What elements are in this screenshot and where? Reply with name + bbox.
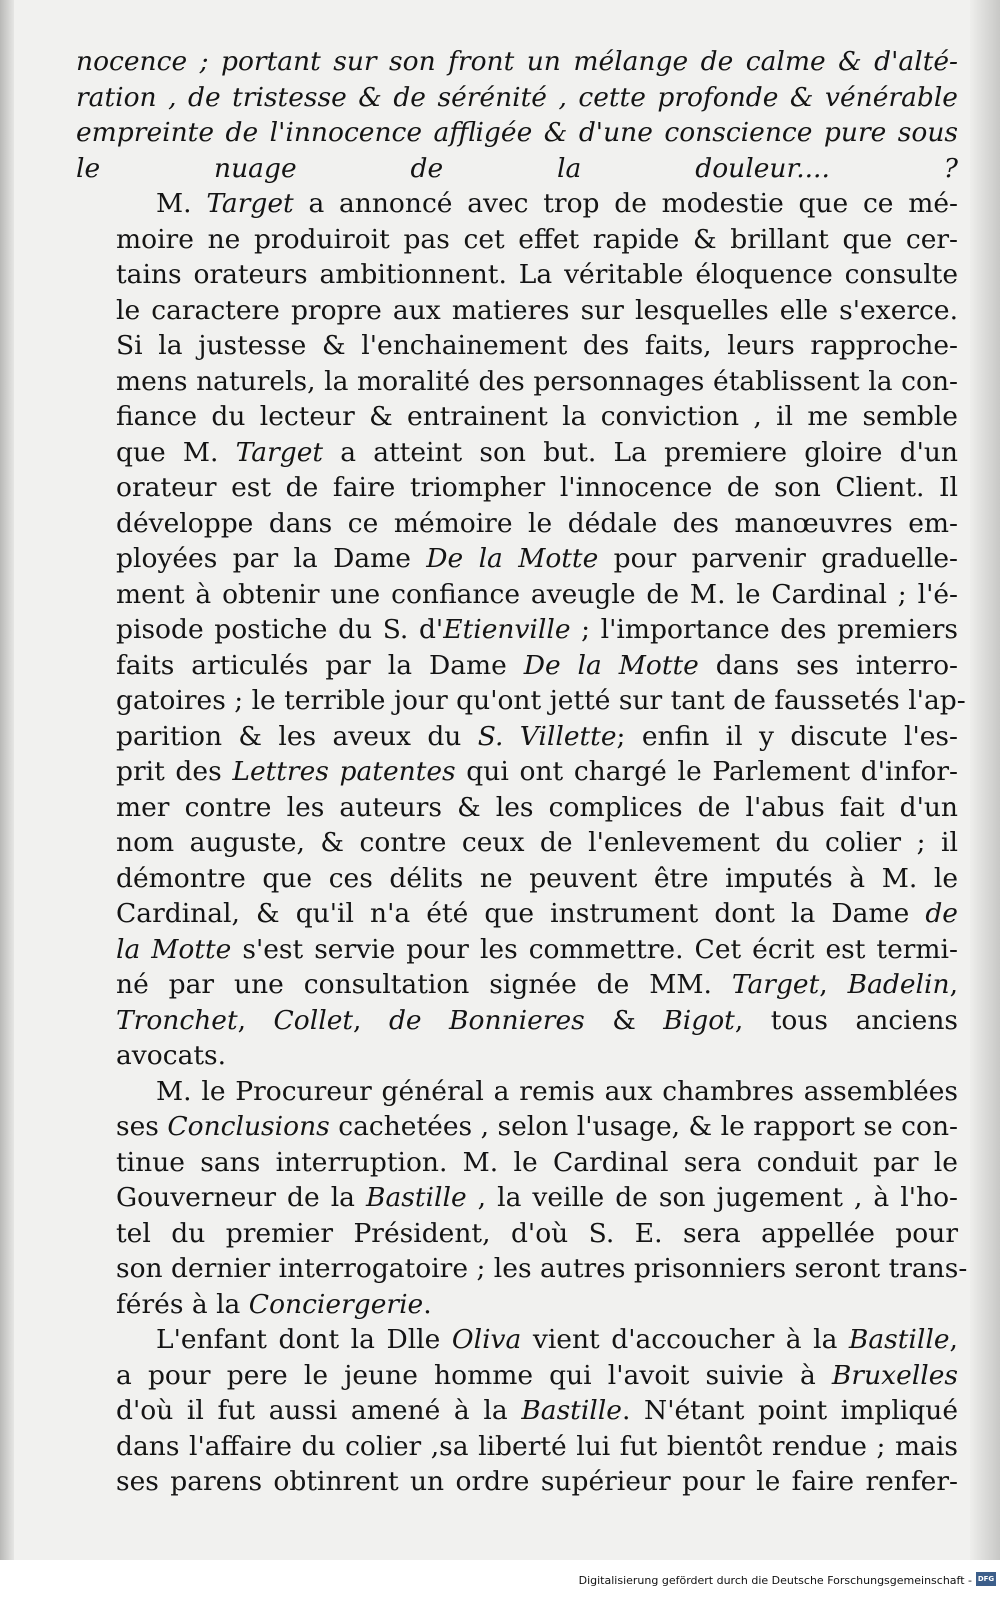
page-right-edge <box>970 0 1000 1560</box>
text-line <box>76 612 958 648</box>
text-line <box>76 470 958 506</box>
italic-run: Tronchet <box>116 1004 238 1036</box>
italic-run: De la Motte <box>523 649 699 681</box>
text-run: Gouverneur de la <box>116 1182 366 1213</box>
text-run: , la veille de son jugement , à l'ho- <box>466 1182 958 1213</box>
text-line <box>76 80 958 116</box>
italic-run: Bastille <box>366 1182 467 1213</box>
text-run: Cardinal, & qu'il n'a été que instrument dont la Dame <box>116 898 926 929</box>
text-run: prit des <box>116 756 233 787</box>
italic-run: S. Villette <box>477 720 617 752</box>
text-line <box>76 328 958 364</box>
text-run: tel du premier Président, d'où S. E. sera appellée pour <box>116 1217 958 1249</box>
text-line <box>76 648 958 684</box>
italic-run: De la Motte <box>426 543 599 574</box>
text-run: , <box>949 969 958 1000</box>
text-line <box>76 825 958 861</box>
text-run: ment à obtenir une confiance aveugle de M. le Cardinal ; l'é- <box>116 578 958 610</box>
text-run: M. le Procureur général a remis aux chambres assemblées <box>156 1075 958 1107</box>
text-run: mer contre les auteurs & les complices de l'abus fait d'un <box>116 791 958 823</box>
text-line <box>76 364 958 400</box>
paragraph <box>76 1074 968 1323</box>
text-run: né par une consultation signée de MM. <box>116 969 732 1000</box>
text-run: , <box>949 1324 958 1355</box>
text-line <box>76 1216 958 1252</box>
text-line <box>76 257 958 293</box>
text-run: pour parvenir graduelle- <box>598 543 959 574</box>
text-line <box>76 1287 958 1323</box>
text-run: , <box>237 1004 274 1036</box>
italic-run: Oliva <box>451 1324 522 1355</box>
italic-run: ration , de tristesse & de sérénité , cette profonde & vénérable <box>76 81 958 113</box>
text-run: ; l'importance des premiers <box>570 614 958 645</box>
italic-run: Conciergerie <box>248 1288 424 1320</box>
text-line <box>76 151 958 187</box>
paragraph <box>76 1322 958 1500</box>
text-run: mens naturels, la moralité des personnages établissent la con- <box>116 365 958 397</box>
text-line <box>76 1464 958 1500</box>
text-line <box>76 790 958 826</box>
text-run: ; enfin il y discute l'es- <box>616 720 958 752</box>
text-run: a atteint son but. La premiere gloire d'un <box>323 436 958 468</box>
italic-run: Target <box>206 188 294 219</box>
text-run: s'est servie pour les commettre. Cet écrit est termi- <box>231 933 958 965</box>
text-line <box>76 1358 958 1394</box>
text-line <box>76 1393 958 1429</box>
text-line <box>76 1429 958 1465</box>
text-run: ployées par la Dame <box>116 543 427 574</box>
italic-run: Bastille <box>521 1395 622 1426</box>
text-run: & <box>584 1004 664 1036</box>
text-line <box>76 115 958 151</box>
paragraph <box>76 186 966 1074</box>
text-run: développe dans ce mémoire le dédale des manœuvres em- <box>116 507 958 539</box>
text-run: dans l'affaire du colier ,sa liberté lui fut bientôt rendue ; mais <box>116 1430 958 1462</box>
text-line <box>76 186 958 222</box>
italic-run: Conclusions <box>167 1111 330 1142</box>
body-text <box>76 44 968 1500</box>
italic-run: empreinte de l'innocence affligée & d'une conscience pure sous <box>76 117 958 148</box>
text-line <box>76 541 958 577</box>
italic-run: Bigot <box>663 1004 735 1036</box>
text-run: , <box>353 1004 389 1036</box>
footer <box>0 1560 1000 1603</box>
text-line <box>76 861 958 897</box>
text-run: Si la justesse & l'enchainement des faits, leurs rapproche- <box>116 330 958 361</box>
text-line <box>76 293 958 329</box>
page-left-edge <box>0 0 14 1560</box>
text-run: pisode postiche du S. d' <box>116 614 444 645</box>
italic-run: le nuage de la douleur.... ? <box>76 152 958 184</box>
italic-run: Collet <box>273 1004 354 1036</box>
text-line <box>76 719 958 755</box>
text-line <box>76 399 958 435</box>
paragraph <box>76 44 958 186</box>
text-run: fiance du lecteur & entrainent la conviction , il me semble <box>116 401 958 432</box>
text-run: a annoncé avec trop de modestie que ce mé- <box>293 188 959 219</box>
text-run: parition & les aveux du <box>116 720 478 752</box>
text-run: ses parens obtinrent un ordre supérieur pour le faire renfer- <box>116 1466 958 1497</box>
italic-run: la Motte <box>116 933 232 965</box>
text-run: moire ne produiroit pas cet effet rapide & brillant que cer- <box>116 223 958 255</box>
text-line <box>76 896 958 932</box>
text-run: cachetées , selon l'usage, & le rapport se con- <box>329 1111 958 1142</box>
funding-note: Digitalisierung gefördert durch die Deutsche Forschungsgemeinschaft - <box>578 1574 972 1587</box>
text-run: tinue sans interruption. M. le Cardinal sera conduit par le <box>116 1146 958 1178</box>
text-run: avocats. <box>116 1040 227 1071</box>
text-line <box>76 1322 958 1358</box>
text-run: M. <box>156 188 207 219</box>
text-line <box>76 222 958 258</box>
text-line <box>76 1251 968 1287</box>
text-run: faits articulés par la Dame <box>116 649 524 681</box>
text-line <box>76 932 958 968</box>
text-run: démontre que ces délits ne peuvent être imputés à M. le <box>116 862 958 894</box>
text-run: L'enfant dont la Dlle <box>156 1324 452 1355</box>
text-run: . N'étant point impliqué <box>621 1395 959 1426</box>
text-line <box>76 1038 958 1074</box>
italic-run: nocence ; portant sur son front un mélange de calme & d'alté- <box>76 46 958 77</box>
text-run: tains orateurs ambitionnent. La véritable éloquence consulte <box>116 259 958 290</box>
text-line <box>76 1109 958 1145</box>
text-run: ses <box>116 1111 168 1142</box>
text-line <box>76 577 958 613</box>
text-run: dans ses interro- <box>698 649 958 681</box>
italic-run: Bastille <box>848 1324 950 1355</box>
text-run: orateur est de faire triompher l'innocence de son Client. Il <box>116 472 958 503</box>
text-line <box>76 44 958 80</box>
text-run: nom auguste, & contre ceux de l'enlevement du colier ; il <box>116 827 958 858</box>
text-run: qui ont chargé le Parlement d'infor- <box>455 756 958 787</box>
text-line <box>76 435 958 471</box>
italic-run: de <box>925 898 958 929</box>
text-run: son dernier interrogatoire ; les autres prisonniers seront trans- <box>116 1253 968 1284</box>
text-run: férés à la <box>116 1288 249 1320</box>
dfg-logo: DFG <box>976 1572 996 1586</box>
italic-run: Target <box>235 436 324 468</box>
text-line <box>76 1074 958 1110</box>
text-line <box>76 506 958 542</box>
italic-run: Bruxelles <box>831 1359 958 1391</box>
text-line <box>76 1180 958 1216</box>
italic-run: de Bonnieres <box>388 1004 585 1036</box>
text-line <box>76 1003 958 1039</box>
text-run: que M. <box>116 436 236 468</box>
text-line <box>76 754 958 790</box>
text-run: d'où il fut aussi amené à la <box>116 1395 522 1426</box>
text-run: vient d'accoucher à la <box>521 1324 849 1355</box>
text-line <box>76 683 966 719</box>
text-line <box>76 967 958 1003</box>
italic-run: Target <box>731 969 820 1000</box>
text-run: , <box>819 969 848 1000</box>
italic-run: Badelin <box>847 969 950 1000</box>
text-run: le caractere propre aux matieres sur lesquelles elle s'exerce. <box>116 294 958 326</box>
text-run: , tous anciens <box>734 1004 958 1036</box>
text-line <box>76 1145 958 1181</box>
italic-run: Lettres patentes <box>232 756 456 787</box>
italic-run: Etienville <box>443 614 571 645</box>
text-run: gatoires ; le terrible jour qu'ont jetté sur tant de faussetés l'ap- <box>116 685 966 716</box>
text-run: a pour pere le jeune homme qui l'avoit suivie à <box>116 1359 832 1391</box>
text-run: . <box>423 1288 432 1320</box>
